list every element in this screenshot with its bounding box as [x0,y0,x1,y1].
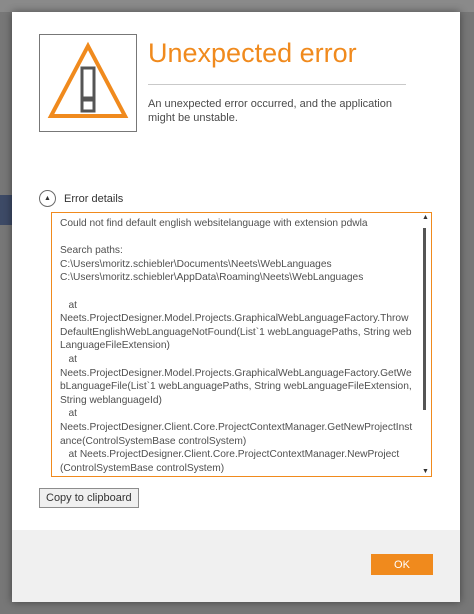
copy-to-clipboard-button[interactable]: Copy to clipboard [39,488,139,508]
background-toolbar [0,0,474,12]
ok-button[interactable]: OK [371,554,433,575]
scroll-up-arrow-icon[interactable]: ▲ [422,214,429,221]
error-details-toggle[interactable] [39,190,123,207]
vertical-scrollbar[interactable] [420,214,430,475]
dialog-title: Unexpected error [148,38,357,68]
error-dialog [12,12,460,602]
warning-icon-frame [39,34,137,132]
warning-icon [46,40,130,124]
scroll-thumb[interactable] [423,228,426,410]
error-message: An unexpected error occurred, and the application might be unstable. [148,98,392,124]
error-details-label: Error details [64,192,124,205]
chevron-up-icon[interactable]: ▲ [39,190,56,207]
title-divider [148,84,406,85]
stack-trace-text: Could not find default english websitelanguage with extension pdwla Search paths: C:\Users\moritz.schiebler\Documents\Neets\WebLanguages C:\Users\moritz.schiebler\AppData\Roaming\Neets\WebLanguages at Neets.ProjectDesigner.Model.Projects.GraphicalWebLanguageFactory.ThrowDefaultEnglishWebLanguageNotFound(List`1 webLanguagePaths, String webLanguageFileExtension) at Neets.ProjectDesigner.Model.Projects.GraphicalWebLanguageFactory.GetWebLanguageFile(List`1 webLanguagePaths, String webLanguageFileExtension, String weblanguageId) at Neets.ProjectDesigner.Client.Core.ProjectContextManager.GetNewProjectInstance(ControlSystemBase controlSystem) at Neets.ProjectDesigner.Client.Core.ProjectContextManager.NewProject (ControlSystemBase controlSystem) [60,218,413,474]
scroll-down-arrow-icon[interactable]: ▼ [422,468,429,475]
error-details-textbox[interactable] [51,212,432,477]
